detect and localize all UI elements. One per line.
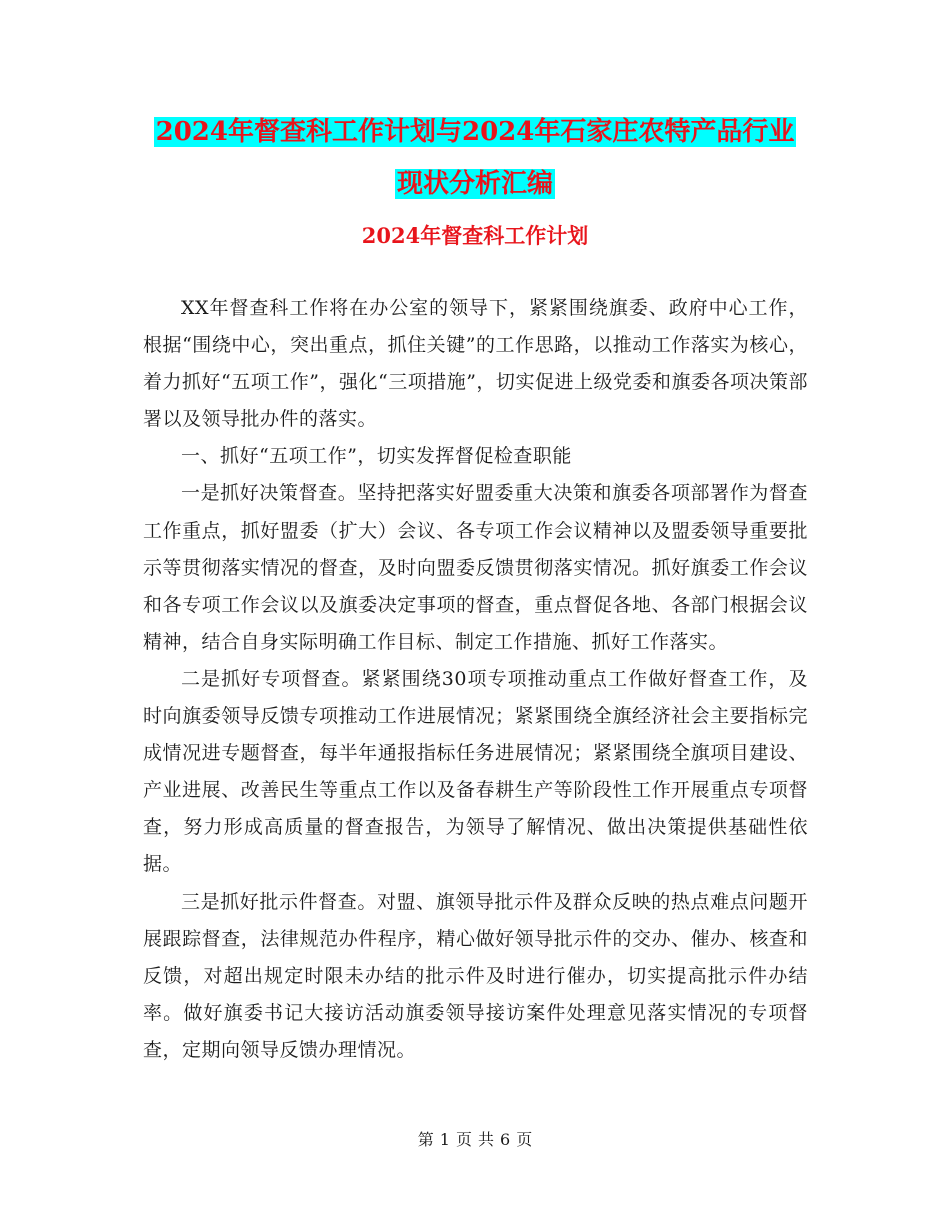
page-footer	[0, 1128, 950, 1152]
page-unit: 页	[455, 1130, 472, 1149]
document-title	[0, 106, 950, 210]
paragraph-decision-supervision: 一是抓好决策督查。坚持把落实好盟委重大决策和旗委各项部署作为督查工作重点，抓好盟委（扩大）会议、各专项工作会议精神以及盟委领导重要批示等贯彻落实情况的督查，及时向盟委反馈贯彻落实情况。抓好旗委工作会议和各专项工作会议以及旗委决定事项的督查，重点督促各地、各部门根据会议精神，结合自身实际明确工作目标、制定工作措施、抓好工作落实。	[143, 482, 808, 653]
paragraph-intro: XX年督查科工作将在办公室的领导下，紧紧围绕旗委、政府中心工作，根据“围绕中心，突出重点，抓住关键”的工作思路，以推动工作落实为核心，着力抓好“五项工作”，强化“三项措施”，切实促进上级党委和旗委各项决策部署以及领导批办件的落实。	[143, 297, 808, 431]
paragraph-heading-1: 一、抓好“五项工作”，切实发挥督促检查职能	[181, 445, 572, 468]
page-current-number: 1	[439, 1130, 450, 1149]
document-title-line-1: 2024年督查科工作计划与2024年石家庄农特产品行业	[155, 117, 795, 147]
paragraph-special-supervision: 二是抓好专项督查。紧紧围绕30项专项推动重点工作做好督查工作，及时向旗委领导反馈专项推动工作进展情况；紧紧围绕全旗经济社会主要指标完成情况进专题督查，每半年通报指标任务进展情况；紧紧围绕全旗项目建设、产业进展、改善民生等重点工作以及备春耕生产等阶段性工作开展重点专项督查，努力形成高质量的督查报告，为领导了解情况、做出决策提供基础性依据。	[143, 667, 808, 876]
document-body	[143, 290, 808, 1069]
paragraph-instruction-supervision: 三是抓好批示件督查。对盟、旗领导批示件及群众反映的热点难点问题开展跟踪督查，法律规范办件程序，精心做好领导批示件的交办、催办、核查和反馈，对超出规定时限未办结的批示件及时进行催办，切实提高批示件办结率。做好旗委书记大接访活动旗委领导接访案件处理意见落实情况的专项督查，定期向领导反馈办理情况。	[143, 890, 808, 1061]
section-title: 2024年督查科工作计划	[361, 223, 589, 248]
page-prefix: 第	[417, 1130, 434, 1149]
total-prefix: 共	[478, 1130, 495, 1149]
page-total-number: 6	[500, 1130, 511, 1149]
total-unit: 页	[516, 1130, 533, 1149]
document-title-line-2: 现状分析汇编	[396, 169, 553, 199]
